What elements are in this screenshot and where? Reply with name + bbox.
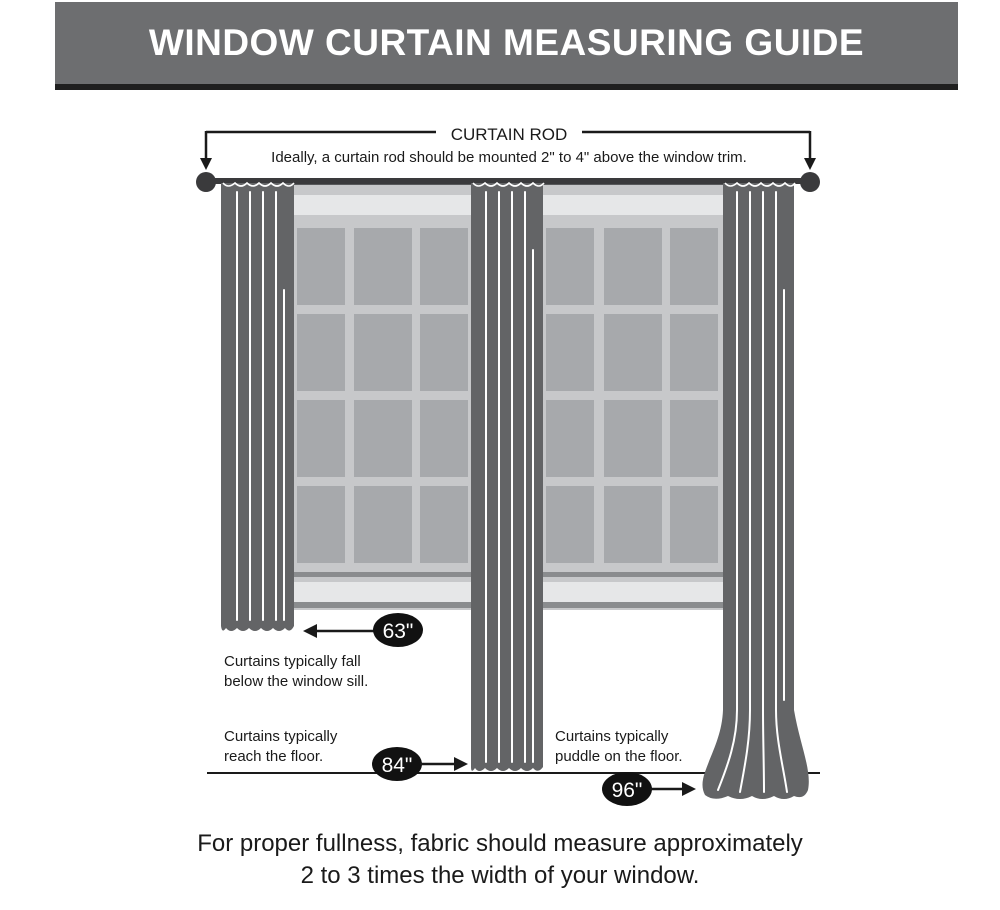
window-pane xyxy=(604,228,662,305)
length-marker-84 xyxy=(372,747,468,781)
window-pane xyxy=(297,314,345,391)
window-pane xyxy=(670,486,718,563)
window-pane xyxy=(604,400,662,477)
length-value-84: 84" xyxy=(381,754,413,777)
window-pane xyxy=(670,228,718,305)
window-pane xyxy=(420,314,468,391)
window-pane xyxy=(546,486,594,563)
rod-label: CURTAIN ROD xyxy=(450,125,568,144)
note-puddle-line-1: Curtains typically xyxy=(555,728,669,745)
curtain-sill-length xyxy=(221,183,294,631)
note-floor-line-1: Curtains typically xyxy=(224,728,338,745)
fullness-note-line-1: For proper fullness, fabric should measure approximately xyxy=(197,830,803,857)
rod-arrow-left-icon xyxy=(200,158,212,170)
window-pane xyxy=(354,486,412,563)
window-pane xyxy=(354,314,412,391)
window-pane xyxy=(354,400,412,477)
fullness-note xyxy=(0,828,1000,892)
window-pane xyxy=(420,228,468,305)
window-pane xyxy=(297,228,345,305)
window-pane xyxy=(297,400,345,477)
length-marker-96 xyxy=(602,772,696,806)
fullness-note-line-2: 2 to 3 times the width of your window. xyxy=(300,862,700,889)
window-pane xyxy=(354,228,412,305)
length-value-96: 96" xyxy=(611,779,643,802)
curtain-floor-length xyxy=(471,183,544,771)
window-pane xyxy=(420,400,468,477)
window-pane xyxy=(297,486,345,563)
rod-finial-right xyxy=(800,172,820,192)
window-pane xyxy=(670,314,718,391)
window-pane xyxy=(604,314,662,391)
rod-arrow-right-icon xyxy=(804,158,816,170)
note-sill-line-1: Curtains typically fall xyxy=(224,653,361,670)
arrow-right-icon xyxy=(682,782,696,796)
note-floor-line-2: reach the floor. xyxy=(224,748,324,765)
window-pane xyxy=(604,486,662,563)
note-puddle-line-2: puddle on the floor. xyxy=(555,748,683,765)
window-pane xyxy=(546,400,594,477)
length-value-63: 63" xyxy=(382,620,414,643)
window-pane xyxy=(420,486,468,563)
rod-finial-left xyxy=(196,172,216,192)
window-pane xyxy=(670,400,718,477)
window-pane xyxy=(546,228,594,305)
window-pane xyxy=(546,314,594,391)
page-title: WINDOW CURTAIN MEASURING GUIDE xyxy=(148,22,865,63)
note-sill-line-2: below the window sill. xyxy=(224,673,369,690)
arrow-right-icon xyxy=(454,757,468,771)
rod-note: Ideally, a curtain rod should be mounted 2" to 4" above the window trim. xyxy=(271,149,747,166)
length-marker-63 xyxy=(303,613,423,647)
arrow-left-icon xyxy=(303,624,317,638)
